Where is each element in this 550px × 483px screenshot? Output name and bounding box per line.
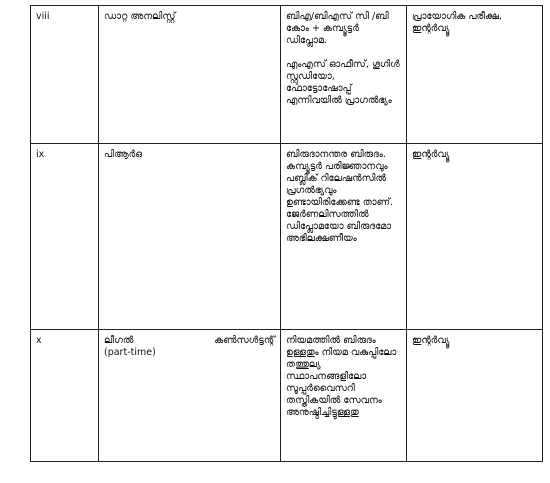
post-name-cell	[99, 6, 281, 144]
post-name: ഡാറ്റ അനലിസ്റ്റ്	[104, 11, 176, 22]
qualification-text: ബിരുദാനന്തര ബിരുദം. കമ്പ്യൂട്ടർ പരിജ്ഞാനവും പബ്ലിക് റിലേഷൻസിൽ പ്രഗൽഭ്യവും ഉണ്ടായിരിക്കേണ്ട താണ്. ജേർണലിസത്തിൽ ഡിപ്ലോമയോ ബിരുദമോ അഭിലക്ഷണീയം	[286, 149, 394, 244]
post-name-cell	[99, 330, 281, 462]
qualification-cell	[281, 144, 407, 330]
table-row	[31, 144, 543, 330]
qualification-text: നിയമത്തിൽ ബിരുദം ഉള്ളതും നിയമ വകുപ്പിലോ തത്തുല്യ സ്ഥാപനങ്ങളിലോ സൂപ്പർവൈസറി തസ്തികയിൽ സേവനം അനുഷ്ഠിച്ചിട്ടുള്ളതു	[286, 335, 397, 418]
qualification-cell	[281, 330, 407, 462]
post-name-cell	[99, 144, 281, 330]
serial-number-cell	[31, 330, 99, 462]
posts-table	[30, 5, 543, 462]
selection-method: പ്രായോഗിക പരീക്ഷ, ഇന്റർവ്യൂ	[412, 11, 502, 34]
selection-method: ഇന്റർവ്യൂ	[412, 149, 450, 160]
post-name	[104, 335, 275, 347]
serial-number-cell	[31, 6, 99, 144]
selection-method-cell	[407, 6, 543, 144]
post-type: (part-time)	[104, 347, 156, 358]
qualification-text: ബിഎ/ബിഎസ് സി /ബി കോം + കമ്പ്യൂട്ടർ ഡിപ്ലോമ.	[286, 11, 389, 46]
post-name-word: കൺസൾട്ടന്റ്	[214, 335, 275, 346]
selection-method: ഇന്റർവ്യൂ	[412, 335, 450, 346]
post-name: പിആർഒ	[104, 149, 143, 160]
post-name-word: ലീഗൽ	[104, 335, 134, 346]
qualification-text: എംഎസ് ഓഫീസ്, ഗൂഗിൾ സ്റ്റുഡിയോ, ഫോട്ടോഷോപ്പ് എന്നിവയിൽ പ്രാഗൽഭ്യം	[286, 59, 400, 106]
qualification-cell	[281, 6, 407, 144]
table-row	[31, 330, 543, 462]
selection-method-cell	[407, 330, 543, 462]
selection-method-cell	[407, 144, 543, 330]
serial-number-cell	[31, 144, 99, 330]
serial-number: viii	[36, 11, 50, 22]
serial-number: x	[36, 335, 42, 346]
serial-number: ix	[36, 149, 45, 160]
table-row	[31, 6, 543, 144]
